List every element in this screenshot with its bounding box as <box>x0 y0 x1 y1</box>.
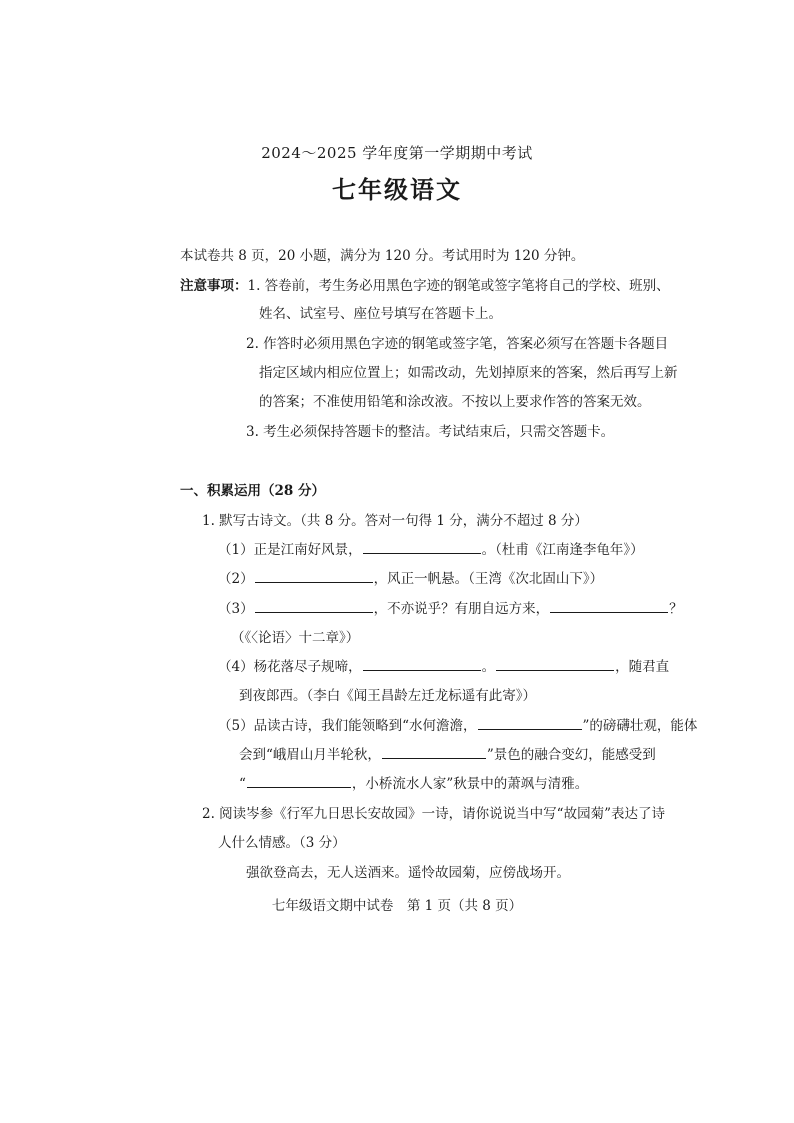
q1-sub-2: （2） ，风正一帆悬。（王湾《次北固山下》） <box>218 571 604 587</box>
q2-stem-line-2: 人什么情感。（3 分） <box>218 835 346 851</box>
notes-line-1 <box>180 274 670 294</box>
note-2-line-1: 2. 作答时必须用黑色字迹的钢笔或签字笔，答案必须写在答题卡各题目 <box>246 336 669 352</box>
note-1-line-2: 姓名、试室号、座位号填写在答题卡上。 <box>259 306 502 322</box>
notes-label: 注意事项： <box>180 278 248 294</box>
answer-blank[interactable] <box>255 599 373 613</box>
answer-blank[interactable] <box>550 599 668 613</box>
q2-stem-line-1: 2. 阅读岑参《行军九日思长安故园》一诗，请你说说当中写“故园菊”表达了诗 <box>202 806 665 822</box>
answer-blank[interactable] <box>247 774 351 788</box>
q2-poem: 强欲登高去，无人送酒来。遥怜故园菊，应傍战场开。 <box>246 865 570 881</box>
subject-title: 七年级语文 <box>332 175 462 204</box>
note-2-line-2: 指定区域内相应位置上；如需改动，先划掉原来的答案，然后再写上新 <box>259 365 678 381</box>
answer-blank[interactable] <box>478 716 582 730</box>
answer-blank[interactable] <box>363 540 481 554</box>
exam-title: 2024～2025 学年度第一学期期中考试 <box>261 144 533 162</box>
section-1-heading: 一、积累运用（28 分） <box>180 483 325 499</box>
q1-sub-4: （4）杨花落尽子规啼， 。 ，随君直 <box>218 659 670 675</box>
q1-sub-3: （3） ，不亦说乎？有朋自远方来， ？ <box>218 601 683 617</box>
q1-sub-4-cont: 到夜郎西。（李白《闻王昌龄左迁龙标遥有此寄》） <box>239 688 536 704</box>
q1-sub-5-cont-2: “ ，小桥流水人家”秋景中的萧飒与清雅。 <box>239 776 589 792</box>
answer-blank[interactable] <box>255 569 373 583</box>
q1-sub-5: （5）品读古诗，我们能领略到“水何澹澹， ”的磅礴壮观，能体 <box>218 718 698 734</box>
note-3: 3. 考生必须保持答题卡的整洁。考试结束后，只需交答题卡。 <box>246 424 615 440</box>
page-footer: 七年级语文期中试卷 第 1 页（共 8 页） <box>271 898 523 914</box>
answer-blank[interactable] <box>363 657 481 671</box>
q1-stem: 1. 默写古诗文。（共 8 分。答对一句得 1 分，满分不超过 8 分） <box>202 513 588 529</box>
note-2-line-3: 的答案；不准使用铅笔和涂改液。不按以上要求作答的答案无效。 <box>259 394 651 410</box>
intro-text: 本试卷共 8 页，20 小题，满分为 120 分。考试用时为 120 分钟。 <box>180 248 585 264</box>
q1-sub-5-cont-1: 会到“峨眉山月半轮秋， ”景色的融合变幻，能感受到 <box>239 747 656 763</box>
answer-blank[interactable] <box>382 745 486 759</box>
q1-sub-1: （1）正是江南好风景， 。（杜甫《江南逢李龟年》） <box>218 542 644 558</box>
note-1-line-1: 1. 答卷前，考生务必用黑色字迹的钢笔或签字笔将自己的学校、班别、 <box>247 278 670 294</box>
answer-blank[interactable] <box>496 657 614 671</box>
q1-sub-3-source: （《〈论语〉十二章》） <box>231 630 360 646</box>
